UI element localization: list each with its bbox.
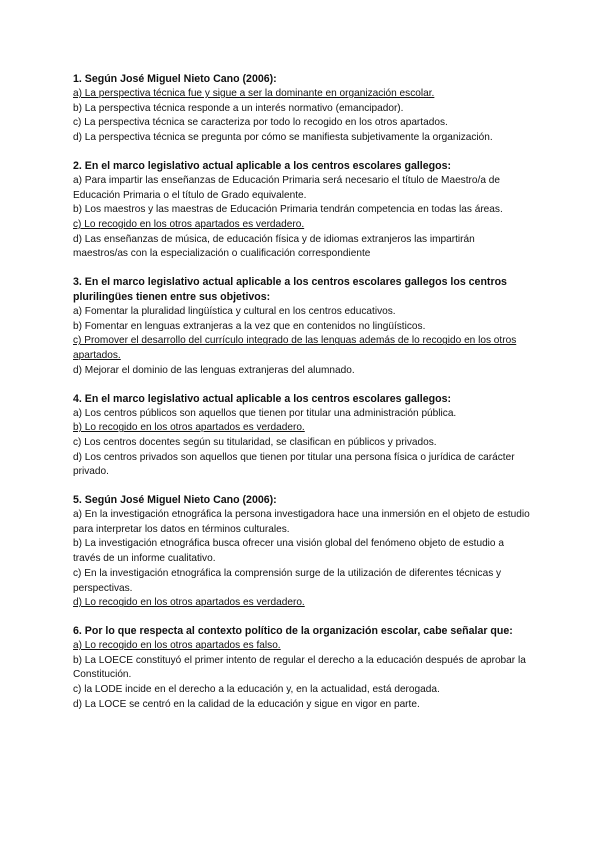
option-c: c) Lo recogido en los otros apartados es verdadero.	[73, 218, 305, 230]
question-title: 2. En el marco legislativo actual aplicable a los centros escolares gallegos:	[73, 159, 452, 172]
option-a: a) Los centros públicos son aquellos que tienen por titular una administración pública.	[73, 407, 457, 419]
option-b: b) Lo recogido en los otros apartados es verdadero.	[73, 422, 305, 434]
option-d: d) La LOCE se centró en la calidad de la educación y sigue en vigor en parte.	[73, 698, 420, 710]
option-c: c) La perspectiva técnica se caracteriza por todo lo recogido en los otros apartados.	[73, 117, 448, 129]
option-b: b) Fomentar en lenguas extranjeras a la vez que en contenidos no lingüísticos.	[73, 320, 426, 332]
option-a: a) En la investigación etnográfica la persona investigadora hace una inmersión en el objeto de estudio para interpretar los datos en términos culturales.	[73, 509, 530, 535]
option-a: a) Lo recogido en los otros apartados es falso.	[73, 639, 281, 651]
option-c: c) Promover el desarrollo del currículo integrado de las lenguas además de lo recogido en los otros apartados.	[73, 335, 517, 362]
option-b: b) La perspectiva técnica responde a un interés normativo (emancipador).	[73, 102, 404, 114]
question-1	[73, 72, 530, 146]
option-d: d) Mejorar el dominio de las lenguas extranjeras del alumnado.	[73, 364, 355, 376]
question-4	[73, 392, 530, 481]
option-d: d) La perspectiva técnica se pregunta por cómo se manifiesta subjetivamente la organización.	[73, 132, 493, 144]
question-2	[73, 159, 530, 262]
question-6	[73, 624, 530, 713]
option-b: b) La investigación etnográfica busca ofrecer una visión global del fenómeno objeto de estudio a través de un informe cualitativo.	[73, 538, 504, 565]
question-title: 5. Según José Miguel Nieto Cano (2006):	[73, 494, 277, 507]
option-d: d) Lo recogido en los otros apartados es verdadero.	[73, 597, 305, 609]
question-title: 1. Según José Miguel Nieto Cano (2006):	[73, 73, 277, 85]
option-a: a) Para impartir las enseñanzas de Educación Primaria será necesario el título de Maestro/a de Educación Primaria o el título de Grado equivalente.	[73, 174, 500, 201]
option-c: c) En la investigación etnográfica la comprensión surge de la utilización de diferentes técnicas y perspectivas.	[73, 567, 502, 594]
option-a: a) Fomentar la pluralidad lingüística y cultural en los centros educativos.	[73, 306, 396, 318]
option-d: d) Los centros privados son aquellos que tienen por titular una persona física o jurídica de carácter privado.	[73, 451, 515, 478]
option-b: b) Los maestros y las maestras de Educación Primaria tendrán competencia en todas las áreas.	[73, 204, 503, 216]
option-b: b) La LOECE constituyó el primer intento de regular el derecho a la educación después de aprobar la Constitución.	[73, 654, 526, 681]
option-c: c) la LODE incide en el derecho a la educación y, en la actualidad, está derogada.	[73, 684, 440, 696]
option-c: c) Los centros docentes según su titularidad, se clasifican en públicos y privados.	[73, 436, 437, 448]
option-a: a) La perspectiva técnica fue y sigue a ser la dominante en organización escolar.	[73, 88, 435, 99]
question-title: 6. Por lo que respecta al contexto político de la organización escolar, cabe señalar que:	[73, 624, 513, 637]
question-5	[73, 493, 530, 611]
option-d: d) Las enseñanzas de música, de educación física y de idiomas extranjeros las impartirán maestros/as con la especialización o cualificación correspondiente	[73, 233, 475, 260]
question-3	[73, 275, 530, 379]
question-title: 3. En el marco legislativo actual aplicable a los centros escolares gallegos los centros plurilingües tienen entre sus objetivos:	[73, 276, 507, 304]
question-title: 4. En el marco legislativo actual aplicable a los centros escolares gallegos:	[73, 392, 452, 405]
